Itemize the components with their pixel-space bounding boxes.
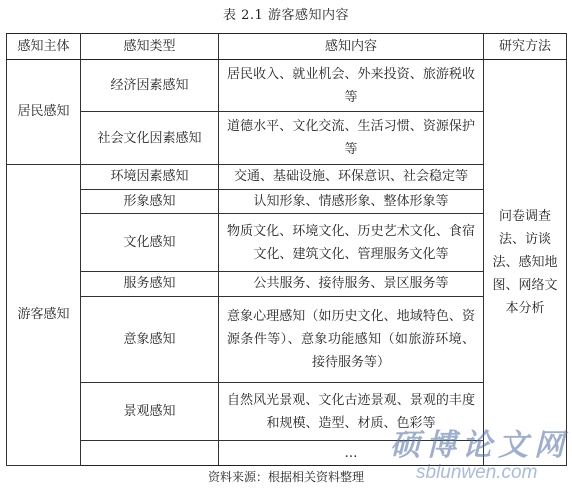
content-cell: 公共服务、接待服务、景区服务等 <box>219 272 484 297</box>
type-cell: 环境因素感知 <box>81 164 219 189</box>
content-cell: 意象心理感知（如历史文化、地域特色、资源条件等）、意象功能感知（如旅游环境、接待服务等） <box>219 296 484 383</box>
header-type: 感知类型 <box>81 34 219 60</box>
type-cell: 景观感知 <box>81 383 219 441</box>
table-header-row <box>7 34 567 60</box>
table-row <box>7 296 567 383</box>
table-caption: 表 2.1 游客感知内容 <box>223 8 349 23</box>
header-subject: 感知主体 <box>7 34 81 60</box>
table-row <box>7 189 567 214</box>
table-row <box>7 112 567 165</box>
content-cell: 物质文化、环境文化、历史艺术文化、食宿文化、建筑文化、管理服务文化等 <box>219 214 484 272</box>
content-cell: 居民收入、就业机会、外来投资、旅游税收等 <box>219 59 484 112</box>
table-row <box>7 214 567 272</box>
content-cell: 自然风光景观、文化古迹景观、景观的丰度和规模、造型、材质、色彩等 <box>219 383 484 441</box>
table-row <box>7 59 567 112</box>
content-cell: 道德水平、文化交流、生活习惯、资源保护等 <box>219 112 484 165</box>
table-row <box>7 272 567 297</box>
type-cell: 文化感知 <box>81 214 219 272</box>
type-cell <box>81 441 219 466</box>
method-text: 问卷调查法、访谈法、感知地图、网络文本分析 <box>492 208 558 316</box>
subject-cell-resident: 居民感知 <box>7 59 81 164</box>
table-row <box>7 383 567 441</box>
type-cell: 服务感知 <box>81 272 219 297</box>
table-row <box>7 441 567 466</box>
content-cell: … <box>219 441 484 466</box>
watermark-logo-text: 硕博论文网 <box>390 428 570 463</box>
perception-table <box>6 33 567 466</box>
subject-cell-tourist: 游客感知 <box>7 164 81 465</box>
type-cell: 形象感知 <box>81 189 219 214</box>
content-cell: 认知形象、情感形象、整体形象等 <box>219 189 484 214</box>
watermark-url: sblunwen.com <box>416 462 538 483</box>
type-cell: 意象感知 <box>81 296 219 383</box>
type-cell: 经济因素感知 <box>81 59 219 112</box>
header-content: 感知内容 <box>219 34 484 60</box>
source-note: 资料来源：根据相关资料整理 <box>207 470 364 484</box>
content-cell: 交通、基础设施、环保意识、社会稳定等 <box>219 164 484 189</box>
type-cell: 社会文化因素感知 <box>81 112 219 165</box>
header-method: 研究方法 <box>484 34 567 60</box>
table-row <box>7 164 567 189</box>
method-cell <box>484 59 567 465</box>
